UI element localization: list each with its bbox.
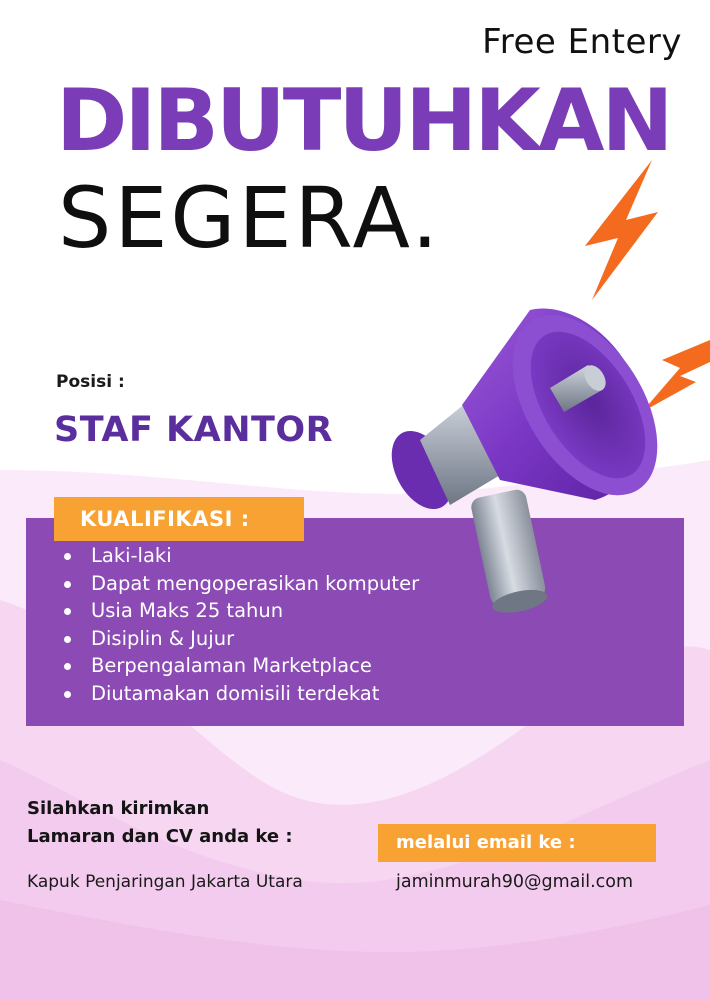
free-entry-text: Free Entery xyxy=(482,22,682,62)
lightning-bolt-icon xyxy=(642,340,710,412)
list-item: Usia Maks 25 tahun xyxy=(60,597,419,625)
list-item: Disiplin & Jujur xyxy=(60,625,419,653)
headline: DIBUTUHKAN xyxy=(56,71,671,171)
qualifications-title: KUALIFIKASI : xyxy=(54,497,304,541)
list-item: Laki-laki xyxy=(60,542,419,570)
email-address[interactable]: jaminmurah90@gmail.com xyxy=(396,872,634,892)
qualifications-list xyxy=(60,542,419,707)
list-item: Berpengalaman Marketplace xyxy=(60,652,419,680)
list-item: Dapat mengoperasikan komputer xyxy=(60,570,419,598)
position-label: Posisi : xyxy=(56,372,125,392)
send-instructions xyxy=(27,795,293,851)
list-item: Diutamakan domisili terdekat xyxy=(60,680,419,708)
email-label: melalui email ke : xyxy=(378,824,656,862)
position-value: STAF KANTOR xyxy=(54,410,334,450)
lightning-bolt-icon xyxy=(585,160,658,300)
subheadline: SEGERA. xyxy=(58,169,442,267)
send-line-1: Silahkan kirimkan xyxy=(27,798,210,819)
megaphone-icon xyxy=(380,150,710,620)
send-line-2: Lamaran dan CV anda ke : xyxy=(27,826,293,847)
address-text: Kapuk Penjaringan Jakarta Utara xyxy=(27,872,303,892)
